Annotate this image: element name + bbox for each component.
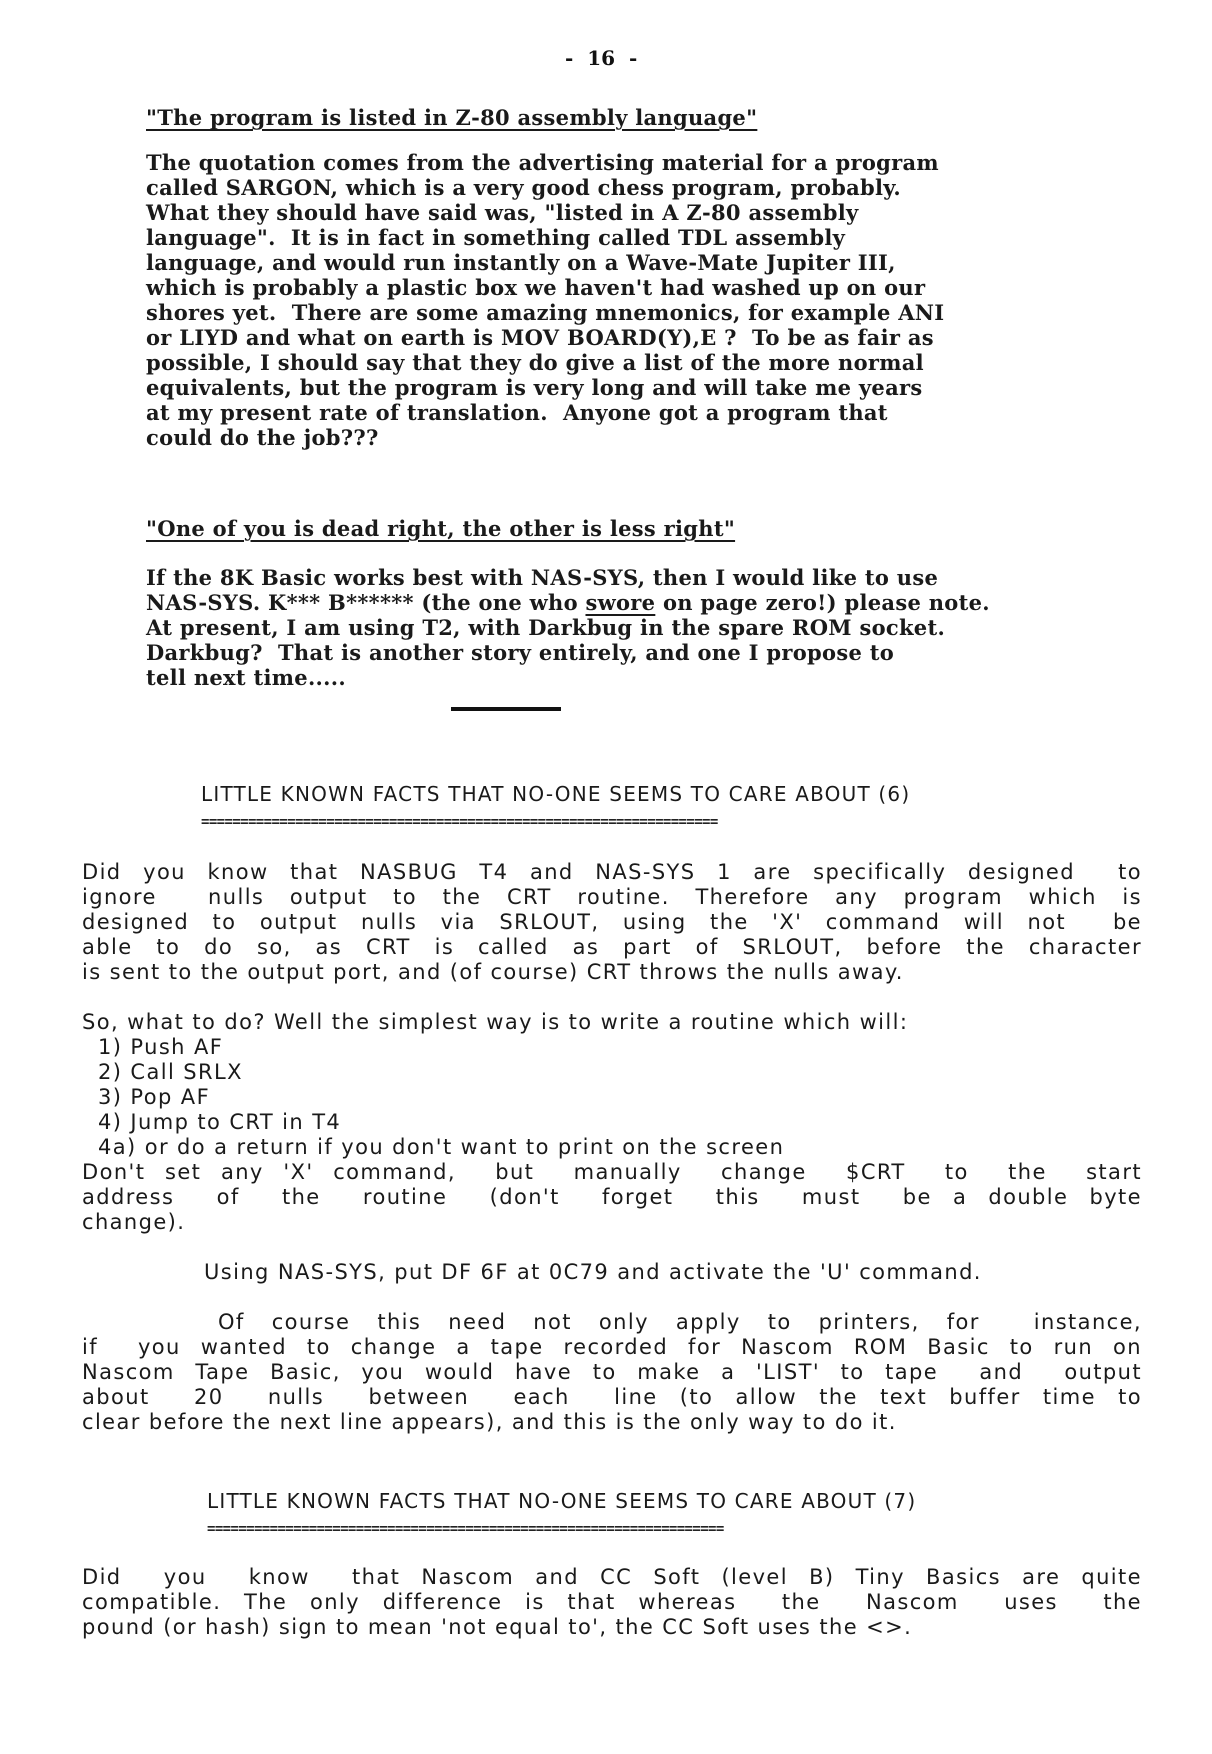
- text-line: equivalents, but the program is very long and will take me years: [146, 375, 923, 400]
- text-line: able to do so, as CRT is called as part of SRLOUT, before the character: [82, 935, 1142, 959]
- facts-6-para-1: [82, 860, 1142, 985]
- page-number: - 16 -: [565, 46, 638, 70]
- text-line: At present, I am using T2, with Darkbug in the spare ROM socket.: [146, 615, 946, 640]
- text-line: or LIYD and what on earth is MOV BOARD(Y),E ? To be as fair as: [146, 325, 934, 350]
- facts-7-para: [82, 1565, 1142, 1640]
- section-body-z80: [146, 150, 944, 450]
- text-line: ignore nulls output to the CRT routine. Therefore any program which is: [82, 885, 1142, 909]
- text-line: Darkbug? That is another story entirely, and one I propose to: [146, 640, 895, 665]
- text-line: called SARGON, which is a very good chess program, probably.: [146, 175, 901, 200]
- text-line: Don't set any 'X' command, but manually change $CRT to the start: [82, 1160, 1142, 1184]
- facts-6-intro: So, what to do? Well the simplest way is to write a routine which will:: [82, 1010, 909, 1034]
- text-line: which is probably a plastic box we haven't had washed up on our: [146, 275, 926, 300]
- text-line: clear before the next line appears), and this is the only way to do it.: [82, 1410, 897, 1434]
- text-line: [146, 590, 990, 615]
- text-line: address of the routine (don't forget this must be a double byte: [82, 1185, 1142, 1209]
- section-heading-z80: "The program is listed in Z-80 assembly language": [146, 105, 758, 130]
- facts-6-rule: ==================================================================: [201, 815, 718, 829]
- facts-6-para-3: [82, 1310, 1142, 1435]
- step-item: 1) Push AF: [98, 1035, 224, 1059]
- text-line: at my present rate of translation. Anyone got a program that: [146, 400, 888, 425]
- text-line: compatible. The only difference is that whereas the Nascom uses the: [82, 1590, 1142, 1614]
- text-line: designed to output nulls via SRLOUT, using the 'X' command will not be: [82, 910, 1142, 934]
- section-body-dead-right: [146, 565, 990, 690]
- text-line: If the 8K Basic works best with NAS-SYS, then I would like to use: [146, 565, 939, 590]
- text-line: is sent to the output port, and (of course) CRT throws the nulls away.: [82, 960, 904, 984]
- text-line: tell next time.....: [146, 665, 347, 690]
- text-line: Nascom Tape Basic, you would have to make a 'LIST' to tape and output: [82, 1360, 1142, 1384]
- step-item: 4) Jump to CRT in T4: [98, 1110, 342, 1134]
- text-line: pound (or hash) sign to mean 'not equal to', the CC Soft uses the <>.: [82, 1615, 913, 1639]
- facts-7-title: LITTLE KNOWN FACTS THAT NO-ONE SEEMS TO CARE ABOUT (7): [207, 1489, 917, 1513]
- section-divider: [451, 707, 561, 711]
- text-line: What they should have said was, "listed in A Z-80 assembly: [146, 200, 859, 225]
- text-line: possible, I should say that they do give a list of the more normal: [146, 350, 924, 375]
- step-item: 3) Pop AF: [98, 1085, 211, 1109]
- text-line: shores yet. There are some amazing mnemonics, for example ANI: [146, 300, 945, 325]
- text-line: The quotation comes from the advertising material for a program: [146, 150, 939, 175]
- step-item: 2) Call SRLX: [98, 1060, 243, 1084]
- facts-6-steps: [98, 1035, 784, 1160]
- underlined-word: swore: [585, 590, 656, 615]
- text-line: Of course this need not only apply to printers, for instance,: [218, 1310, 1142, 1334]
- facts-7-rule: ==================================================================: [207, 1522, 724, 1536]
- section-heading-dead-right: "One of you is dead right, the other is less right": [146, 516, 736, 541]
- facts-6-title: LITTLE KNOWN FACTS THAT NO-ONE SEEMS TO CARE ABOUT (6): [201, 782, 911, 806]
- text-line: language, and would run instantly on a Wave-Mate Jupiter III,: [146, 250, 896, 275]
- text-line: Did you know that NASBUG T4 and NAS-SYS 1 are specifically designed to: [82, 860, 1142, 884]
- text-line: if you wanted to change a tape recorded for Nascom ROM Basic to run on: [82, 1335, 1142, 1359]
- text-line: about 20 nulls between each line (to allow the text buffer time to: [82, 1385, 1142, 1409]
- text-fragment: on page zero!) please note.: [655, 590, 990, 615]
- step-item: 4a) or do a return if you don't want to print on the screen: [98, 1135, 785, 1159]
- text-line: could do the job???: [146, 425, 379, 450]
- text-fragment: NAS-SYS. K*** B****** (the one who: [146, 590, 586, 615]
- text-line: Did you know that Nascom and CC Soft (level B) Tiny Basics are quite: [82, 1565, 1142, 1589]
- text-line: change).: [82, 1210, 186, 1234]
- facts-6-para-2: [82, 1160, 1142, 1235]
- text-line: language". It is in fact in something called TDL assembly: [146, 225, 846, 250]
- facts-6-nassys-note: Using NAS-SYS, put DF 6F at 0C79 and activate the 'U' command.: [204, 1260, 982, 1284]
